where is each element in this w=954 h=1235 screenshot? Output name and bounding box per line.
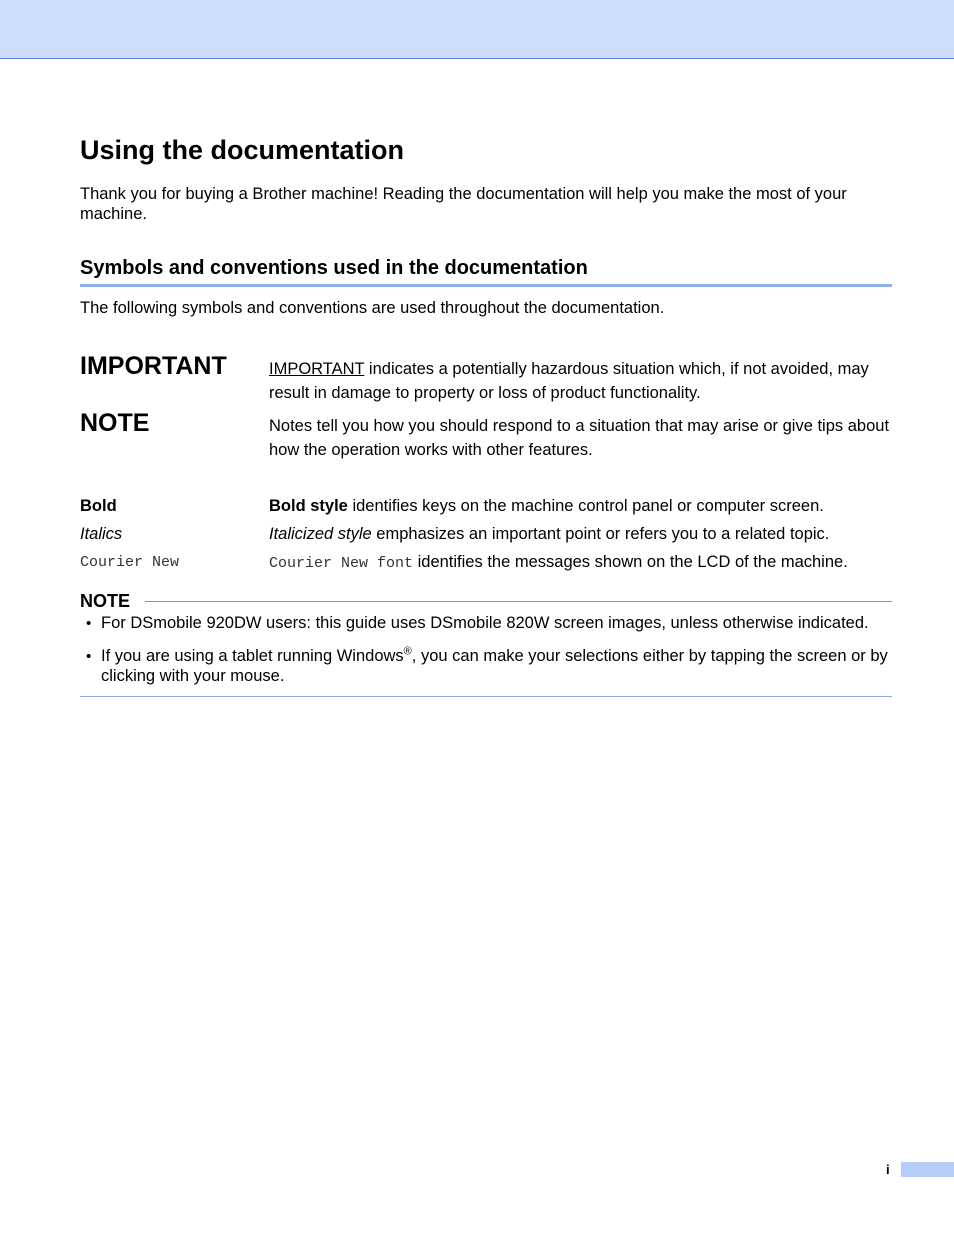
bold-description — [269, 496, 824, 516]
intro-paragraph: Thank you for buying a Brother machine! Reading the documentation will help you make the most of your machine. — [80, 185, 847, 223]
italics-description-text: emphasizes an important point or refers you to a related topic. — [371, 525, 830, 543]
page-title: Using the documentation — [80, 135, 404, 165]
note-item-2-text-end: , you can make your selections either by tapping the screen or by clicking with your mouse. — [101, 647, 888, 685]
important-description — [269, 357, 899, 405]
italics-term: Italicized style — [269, 525, 372, 543]
note-item-2 — [101, 646, 896, 686]
note-box-top-rule — [145, 601, 892, 602]
bullet-marker: • — [86, 615, 92, 632]
note-item-2-text-start: If you are using a tablet running Windows — [101, 647, 404, 665]
section-lead: The following symbols and conventions are used throughout the documentation. — [80, 299, 665, 317]
note-label: NOTE — [80, 409, 150, 437]
section-divider — [80, 284, 892, 287]
courier-description — [269, 552, 848, 574]
header-band — [0, 0, 954, 59]
section-heading: Symbols and conventions used in the documentation — [80, 257, 588, 279]
courier-description-text: identifies the messages shown on the LCD of the machine. — [413, 553, 848, 571]
italics-description — [269, 524, 829, 544]
page-number: i — [886, 1162, 890, 1177]
bold-term: Bold style — [269, 497, 348, 515]
courier-label: Courier New — [80, 554, 180, 571]
note-description: Notes tell you how you should respond to a situation that may arise or give tips about how the operation works with other features. — [269, 417, 890, 459]
important-label: IMPORTANT — [80, 352, 227, 380]
important-term: IMPORTANT — [269, 360, 365, 378]
important-description-text: indicates a potentially hazardous situation which, if not avoided, may result in damage to property or loss of product functionality. — [269, 360, 869, 402]
bullet-marker: • — [86, 648, 92, 665]
page-tab — [901, 1162, 954, 1177]
bold-description-text: identifies keys on the machine control panel or computer screen. — [347, 497, 824, 515]
note-box-bottom-rule — [80, 696, 892, 697]
bold-label: Bold — [80, 497, 117, 515]
registered-mark: ® — [403, 645, 412, 658]
note-box-title: NOTE — [80, 591, 131, 611]
courier-term: Courier New font — [269, 555, 414, 572]
note-item-1: For DSmobile 920DW users: this guide uses DSmobile 820W screen images, unless otherwise indicated. — [101, 614, 869, 632]
italics-label: Italics — [80, 525, 123, 543]
